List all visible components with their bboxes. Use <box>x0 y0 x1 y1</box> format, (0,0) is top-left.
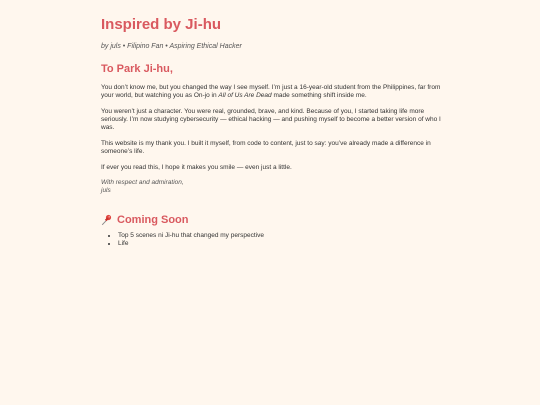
signature: juls <box>101 187 111 194</box>
coming-soon-list <box>101 232 439 248</box>
list-item: • Life <box>118 240 439 248</box>
byline: by juls • Filipino Fan • Aspiring Ethical Hacker <box>101 43 242 50</box>
coming-soon-heading <box>101 213 439 227</box>
closing-line: With respect and admiration, <box>101 179 184 186</box>
coming-soon-title: Coming Soon <box>117 214 189 226</box>
letter-heading: To Park Ji-hu, <box>101 63 173 75</box>
show-title: All of Us Are Dead <box>218 92 272 99</box>
paragraph-text: You don’t know me, but you changed the way I see myself. I’m just a 16-year-old student from the Philippines, far from your world, but watching you as On-jo in <box>101 84 441 99</box>
pushpin-icon <box>101 214 113 226</box>
letter-paragraph-3: This website is my thank you. I built it myself, from code to content, just to say: you’ve already made a difference in someone’s life. <box>101 140 431 155</box>
page-title: Inspired by Ji-hu <box>101 16 222 33</box>
letter-paragraph-4: If ever you read this, I hope it makes you smile — even just a little. <box>101 164 292 171</box>
paragraph-text: made something shift inside me. <box>271 92 367 99</box>
signoff <box>101 179 439 195</box>
letter-paragraph-2: You weren’t just a character. You were real, grounded, brave, and kind. Because of you, I started taking life more seriously. I’m now studying cybersecurity — ethical hacking — and pushing myself to become a better version of who I was. <box>101 108 441 131</box>
list-item: • Top 5 scenes ni Ji-hu that changed my perspective <box>118 232 439 240</box>
letter-paragraph-1 <box>101 84 441 100</box>
